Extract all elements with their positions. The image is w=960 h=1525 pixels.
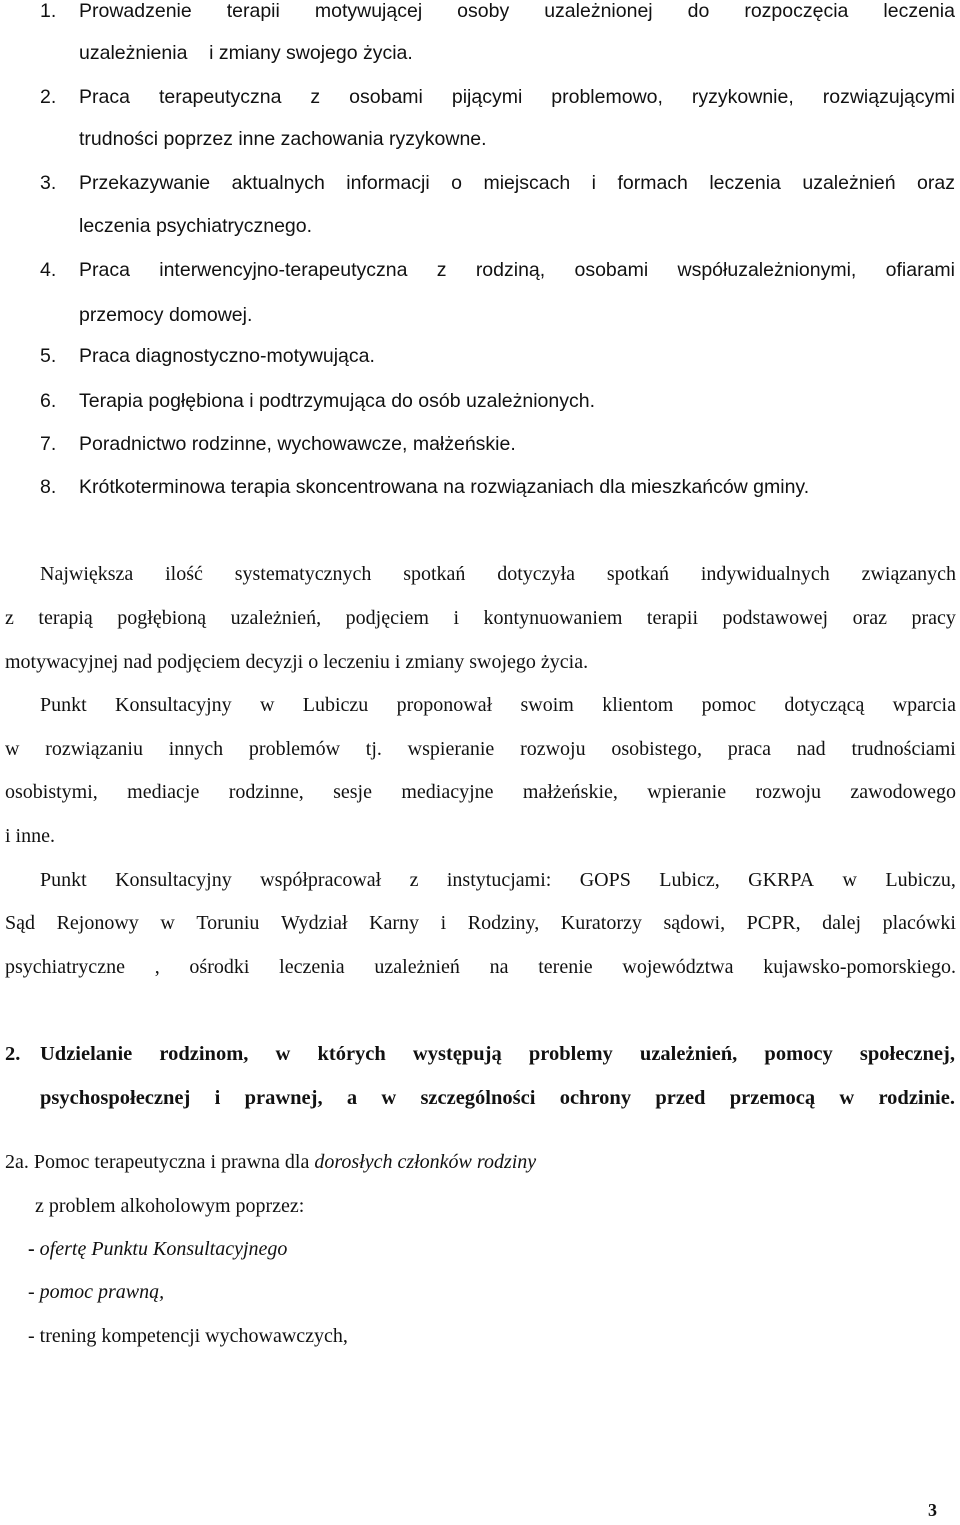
subsection-text: 2a. Pomoc terapeutyczna i prawna dla xyxy=(5,1151,315,1173)
list-item-text: Krótkoterminowa terapia skoncentrowana na rozwiązaniach dla mieszkańców gminy. xyxy=(79,476,810,498)
list-item-number: 4. xyxy=(40,259,57,281)
dash-marker: - xyxy=(28,1281,35,1303)
list-item-number: 7. xyxy=(40,433,57,455)
list-item-number: 1. xyxy=(40,0,57,22)
list-item-text: trudności poprzez inne zachowania ryzykowne. xyxy=(79,128,487,150)
page-number: 3 xyxy=(928,1500,937,1520)
paragraph-line: osobistymi, mediacje rodzinne, sesje mediacyjne małżeńskie, wpieranie rozwoju zawodowego xyxy=(5,781,956,803)
paragraph-line: Największa ilość systematycznych spotkań dotyczyła spotkań indywidualnych związanych xyxy=(40,563,956,585)
paragraph-line: Punkt Konsultacyjny współpracował z instytucjami: GOPS Lubicz, GKRPA w Lubiczu, xyxy=(40,869,956,891)
list-item-number: 6. xyxy=(40,390,57,412)
section-heading-line: Udzielanie rodzinom, w których występują problemy uzależnień, pomocy społecznej, xyxy=(40,1043,955,1065)
list-item-text: Prowadzenie terapii motywującej osoby uzależnionej do rozpoczęcia leczenia xyxy=(79,0,955,22)
list-item-text: Praca interwencyjno-terapeutyczna z rodziną, osobami współuzależnionymi, ofiarami xyxy=(79,259,955,281)
section-heading-line: psychospołecznej i prawnej, a w szczególności ochrony przed przemocą w rodzinie. xyxy=(40,1087,955,1109)
list-item-text: przemocy domowej. xyxy=(79,304,253,326)
section-number: 2. xyxy=(5,1043,21,1065)
paragraph-line: z terapią pogłębioną uzależnień, podjęciem i kontynuowaniem terapii podstawowej oraz pracy xyxy=(5,607,956,629)
paragraph-line: psychiatryczne , ośrodki leczenia uzależnień na terenie województwa kujawsko-pomorskiego. xyxy=(5,956,956,978)
bullet-text: trening kompetencji wychowawczych, xyxy=(39,1325,348,1347)
subsection-italic-text: dorosłych członków rodziny xyxy=(314,1151,537,1173)
dash-marker: - xyxy=(28,1238,35,1260)
list-item-text: Przekazywanie aktualnych informacji o miejscach i formach leczenia uzależnień oraz xyxy=(79,172,955,194)
list-item-text: Terapia pogłębiona i podtrzymująca do osób uzależnionych. xyxy=(79,390,595,412)
list-item-text: Poradnictwo rodzinne, wychowawcze, małżeńskie. xyxy=(79,433,516,455)
paragraph-line: w rozwiązaniu innych problemów tj. wspieranie rozwoju osobistego, praca nad trudnościami xyxy=(5,738,956,760)
paragraph-line: Punkt Konsultacyjny w Lubiczu proponował swoim klientom pomoc dotyczącą wparcia xyxy=(40,694,956,716)
list-item-number: 3. xyxy=(40,172,57,194)
paragraph-line: motywacyjnej nad podjęciem decyzji o leczeniu i zmiany swojego życia. xyxy=(5,651,589,673)
bullet-item xyxy=(28,1325,348,1348)
dash-marker: - xyxy=(28,1325,35,1347)
subsection-heading xyxy=(5,1151,536,1174)
paragraph-line: i inne. xyxy=(5,825,55,847)
subsection-line: z problem alkoholowym poprzez: xyxy=(35,1195,305,1217)
bullet-item xyxy=(28,1281,164,1304)
bullet-text: pomoc prawną, xyxy=(39,1281,165,1303)
list-item-text: uzależnienia i zmiany swojego życia. xyxy=(79,42,413,64)
list-item-number: 8. xyxy=(40,476,57,498)
list-item-text: leczenia psychiatrycznego. xyxy=(79,215,313,237)
bullet-item xyxy=(28,1238,287,1261)
bullet-text: ofertę Punktu Konsultacyjnego xyxy=(39,1238,288,1260)
list-item-number: 5. xyxy=(40,345,57,367)
list-item-text: Praca diagnostyczno-motywująca. xyxy=(79,345,375,367)
list-item-number: 2. xyxy=(40,86,57,108)
paragraph-line: Sąd Rejonowy w Toruniu Wydział Karny i Rodziny, Kuratorzy sądowi, PCPR, dalej placówki xyxy=(5,912,956,934)
list-item-text: Praca terapeutyczna z osobami pijącymi problemowo, ryzykownie, rozwiązującymi xyxy=(79,86,955,108)
